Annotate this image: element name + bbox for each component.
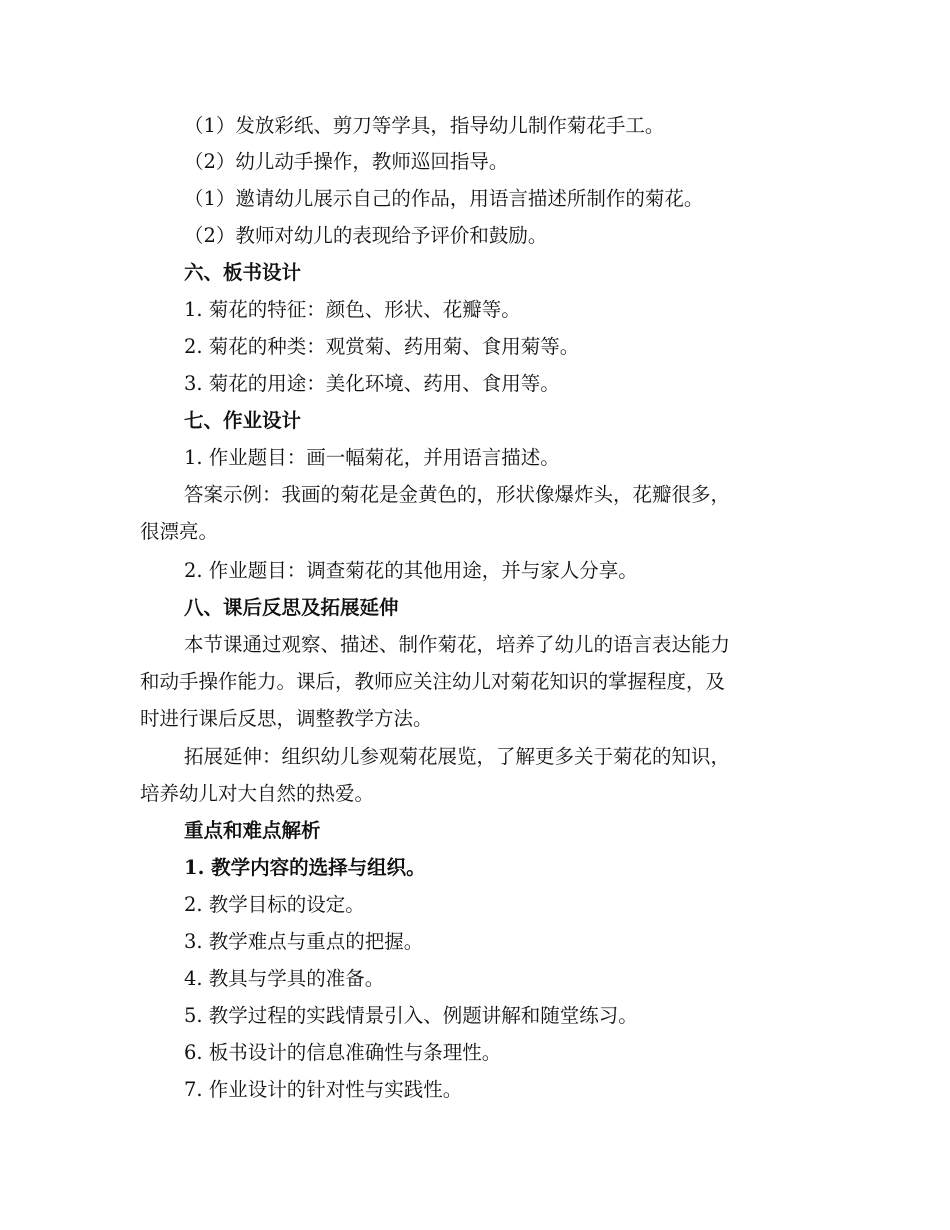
homework-heading: 七、作业设计 [184,409,302,432]
reflection-paragraph-2-line-2: 培养幼儿对大自然的热爱。 [140,782,375,805]
analysis-heading: 重点和难点解析 [184,819,321,842]
board-design-item-2: 2. 菊花的种类：观赏菊、药用菊、食用菊等。 [184,335,580,358]
board-design-heading: 六、板书设计 [184,261,302,284]
homework-item-2: 2. 作业题目：调查菊花的其他用途，并与家人分享。 [184,559,638,582]
homework-answer-line-2: 很漂亮。 [140,520,219,543]
section5-step-3: （1）邀请幼儿展示自己的作品，用语言描述所制作的菊花。 [184,187,704,210]
section5-step-1: （1）发放彩纸、剪刀等学具，指导幼儿制作菊花手工。 [184,114,665,137]
reflection-heading: 八、课后反思及拓展延伸 [184,596,399,619]
analysis-item-1: 1. 教学内容的选择与组织。 [184,856,426,879]
analysis-item-6: 6. 板书设计的信息准确性与条理性。 [184,1041,502,1064]
homework-item-1: 1. 作业题目：画一幅菊花，并用语言描述。 [184,446,560,469]
analysis-item-4: 4. 教具与学具的准备。 [184,967,385,990]
reflection-paragraph-1-line-2: 和动手操作能力。课后，教师应关注幼儿对菊花知识的掌握程度，及 [140,670,726,693]
analysis-item-7: 7. 作业设计的针对性与实践性。 [184,1078,463,1101]
board-design-item-3: 3. 菊花的用途：美化环境、药用、食用等。 [184,372,560,395]
board-design-item-1: 1. 菊花的特征：颜色、形状、花瓣等。 [184,298,521,321]
reflection-paragraph-1-line-1: 本节课通过观察、描述、制作菊花，培养了幼儿的语言表达能力 [184,633,731,656]
section5-step-4: （2）教师对幼儿的表现给予评价和鼓励。 [184,224,548,247]
section5-step-2: （2）幼儿动手操作，教师巡回指导。 [184,150,509,173]
analysis-item-2: 2. 教学目标的设定。 [184,893,365,916]
analysis-item-3: 3. 教学难点与重点的把握。 [184,930,424,953]
homework-answer-line-1: 答案示例：我画的菊花是金黄色的，形状像爆炸头，花瓣很多， [184,483,731,506]
analysis-item-5: 5. 教学过程的实践情景引入、例题讲解和随堂练习。 [184,1004,638,1027]
reflection-paragraph-2-line-1: 拓展延伸：组织幼儿参观菊花展览，了解更多关于菊花的知识， [184,745,731,768]
reflection-paragraph-1-line-3: 时进行课后反思，调整教学方法。 [140,707,433,730]
